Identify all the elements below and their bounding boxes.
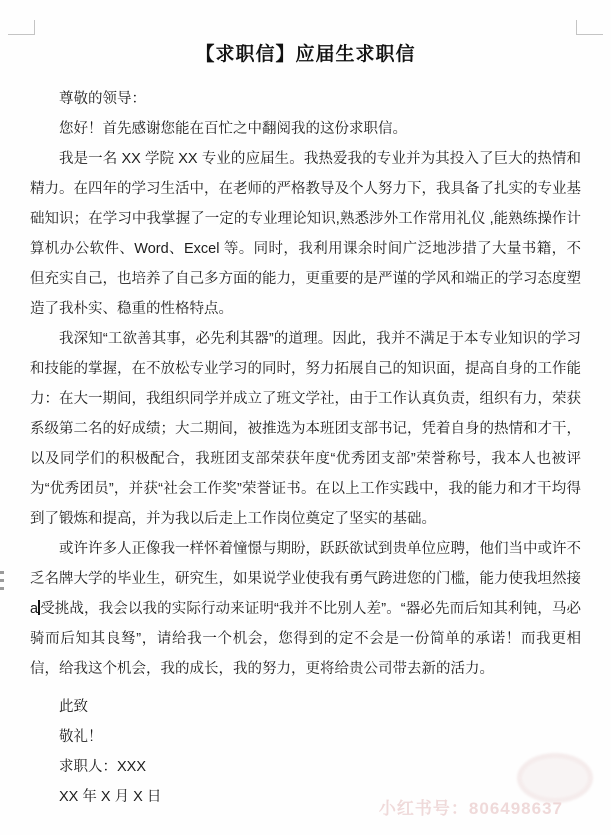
letter-body	[30, 84, 581, 812]
crop-mark-top-left-icon	[8, 20, 35, 35]
paragraph-appeal-text-after: 受挑战，我会以我的实际行动来证明“我并不比别人差”。“器必先而后知其利钝，马必骑而后知其良驽”，请给我一个机会，您得到的定不会是一份简单的承诺！而我更相信，给我这个机会，我的成长，我的努力，更将给贵公司带去新的活力。	[30, 601, 581, 677]
paragraph-appeal	[30, 534, 581, 684]
paragraph-intro: 我是一名 XX 学院 XX 专业的应届生。我热爱我的专业并为其投入了巨大的热情和精力。在四年的学习生活中，在老师的严格教导及个人努力下，我具备了扎实的专业基础知识；在学习中我掌握了一定的专业理论知识,熟悉涉外工作常用礼仪 ,能熟练操作计算机办公软件、Word、Excel 等。同时，我利用课余时间广泛地涉措了大量书籍，不但充实自己，也培养了自己多方面的能力，更重要的是严谨的学风和端正的学习态度塑造了我朴实、稳重的性格特点。	[30, 151, 581, 317]
paragraph-achievements: 我深知“工欲善其事，必先利其器”的道理。因此，我并不满足于本专业知识的学习和技能的掌握，在不放松专业学习的同时，努力拓展自己的知识面，提高自身的工作能力：在大一期间，我组织同学并成立了班文学社，由于工作认真负责，组织有力，荣获系级第二名的好成绩；大二期间，被推选为本班团支部书记，凭着自身的热情和才干，以及同学们的积极配合，我班团支部荣获年度“优秀团支部”荣誉称号，我本人也被评为“优秀团员”，并获“社会工作奖”荣誉证书。在以上工作实践中，我的能力和才干均得到了锻炼和提高，并为我以后走上工作岗位奠定了坚实的基础。	[30, 331, 581, 527]
document-title: 【求职信】应届生求职信	[195, 44, 416, 65]
salutation: 尊敬的领导：	[59, 91, 146, 107]
closing-cizhi: 此致	[59, 699, 88, 715]
left-edge-edit-marks	[0, 566, 5, 595]
date-line: XX 年 X 月 X 日	[59, 789, 162, 805]
crop-mark-top-right-icon	[576, 20, 603, 35]
paragraph-appeal-text-before: 或许许多人正像我一样怀着憧憬与期盼，跃跃欲试到贵单位应聘，他们当中或许不乏名牌大学的毕业生，研究生，如果说学业使我有勇气跨进您的门槛，能力使我坦然接 a	[30, 541, 581, 617]
paragraph-greeting: 您好！首先感谢您能在百忙之中翻阅我的这份求职信。	[59, 121, 407, 137]
closing-jingli: 敬礼！	[59, 729, 103, 745]
xiaohongshu-watermark: 小红书号：806498637	[378, 799, 563, 818]
signature-line: 求职人：XXX	[59, 759, 147, 775]
